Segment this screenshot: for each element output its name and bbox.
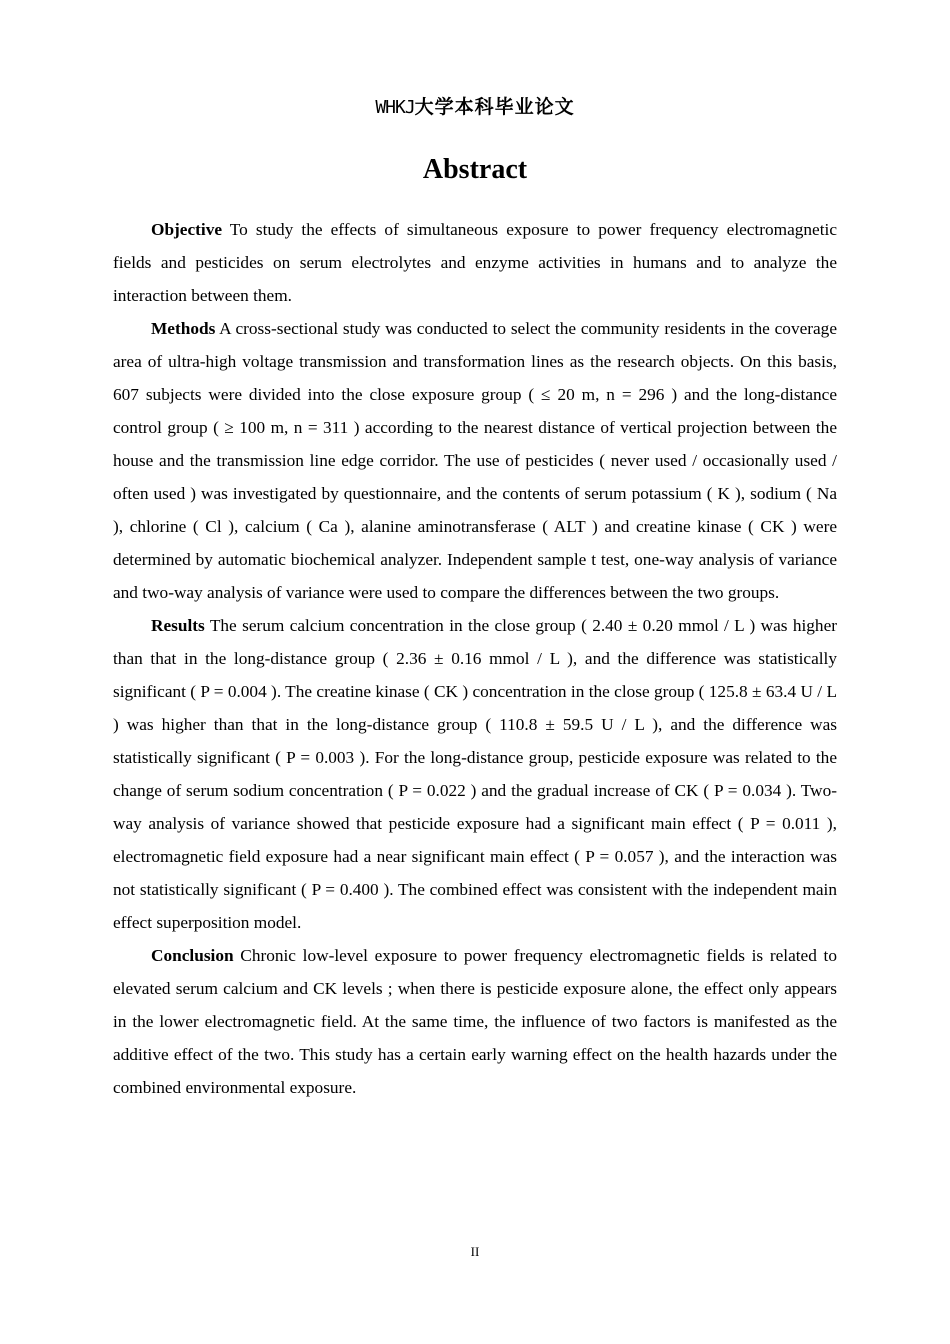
conclusion-label: Conclusion (151, 946, 234, 965)
methods-paragraph (113, 312, 837, 609)
methods-label: Methods (151, 319, 216, 338)
running-header (0, 94, 950, 121)
conclusion-paragraph (113, 939, 837, 1104)
abstract-title: Abstract (422, 154, 528, 185)
methods-text: A cross-sectional study was conducted to select the community residents in the coverage area of ultra-high voltage transmission and transformation lines as the research objects. On this basis, 607 subjects were divided into the close exposure group ( ≤ 20 m, n = 296 ) and the long-distance control group ( ≥ 100 m, n = 311 ) according to the nearest distance of vertical projection between the house and the transmission line edge corridor. The use of pesticides ( never used / occasionally used / often used ) was investigated by questionnaire, and the contents of serum potassium ( K ), sodium ( Na ), chlorine ( Cl ), calcium ( Ca ), alanine aminotransferase ( ALT ) and creatine kinase ( CK ) were determined by automatic biochemical analyzer. Independent sample t test, one-way analysis of variance and two-way analysis of variance were used to compare the differences between the two groups. (113, 319, 837, 602)
page-number: II (470, 1244, 480, 1259)
conclusion-text: Chronic low-level exposure to power frequency electromagnetic fields is related to elevated serum calcium and CK levels ; when there is pesticide exposure alone, the effect only appears in the lower electromagnetic field. At the same time, the influence of two factors is manifested as the additive effect of the two. This study has a certain early warning effect on the health hazards under the combined environmental exposure. (113, 946, 837, 1097)
objective-label: Objective (151, 220, 223, 239)
results-text: The serum calcium concentration in the close group ( 2.40 ± 0.20 mmol / L ) was higher than that in the long-distance group ( 2.36 ± 0.16 mmol / L ), and the difference was statistically significant ( P = 0.004 ). The creatine kinase ( CK ) concentration in the close group ( 125.8 ± 63.4 U / L ) was higher than that in the long-distance group ( 110.8 ± 59.5 U / L ), and the difference was statistically significant ( P = 0.003 ). For the long-distance group, pesticide exposure was related to the change of serum sodium concentration ( P = 0.022 ) and the gradual increase of CK ( P = 0.034 ). Two-way analysis of variance showed that pesticide exposure had a significant main effect ( P = 0.011 ), electromagnetic field exposure had a near significant main effect ( P = 0.057 ), and the interaction was not statistically significant ( P = 0.400 ). The combined effect was consistent with the independent main effect superposition model. (113, 616, 837, 932)
results-paragraph (113, 609, 837, 939)
abstract-body (113, 213, 837, 1104)
objective-paragraph (113, 213, 837, 312)
header-thesis-title: 大学本科毕业论文 (414, 96, 575, 118)
objective-text: To study the effects of simultaneous exposure to power frequency electromagnetic fields and pesticides on serum electrolytes and enzyme activities in humans and to analyze the interaction between them. (113, 220, 837, 305)
header-university-code: WHKJ (375, 97, 415, 118)
results-label: Results (151, 616, 205, 635)
